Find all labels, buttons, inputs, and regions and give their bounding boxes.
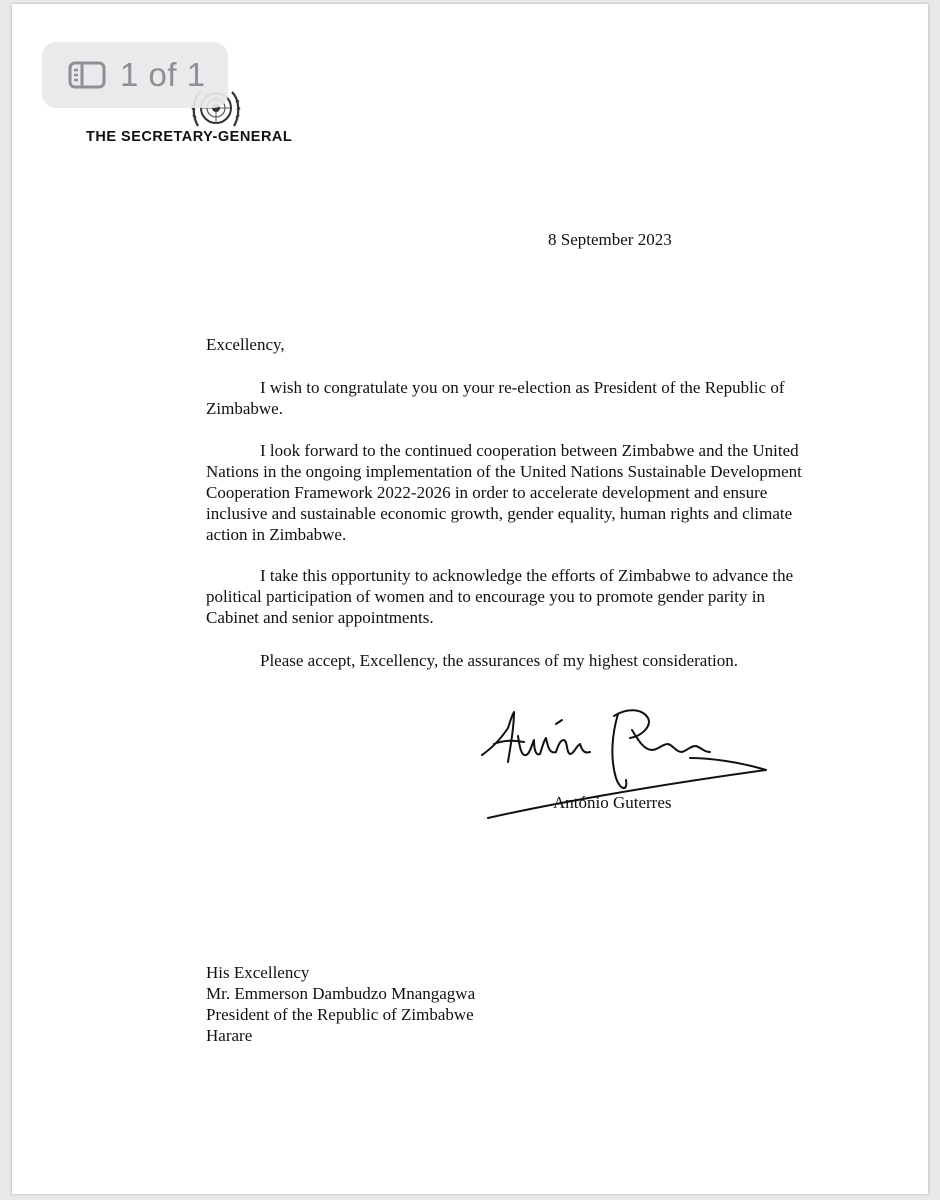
- page-indicator-button[interactable]: [42, 42, 228, 108]
- signer-name: António Guterres: [553, 793, 672, 812]
- sidebar-pages-icon: [68, 61, 106, 89]
- recipient-line: His Excellency: [206, 963, 310, 982]
- letterhead-title: THE SECRETARY-GENERAL: [86, 129, 293, 145]
- paragraph-congratulations: I wish to congratulate you on your re-election as President of the Republic of Zimbabwe.: [206, 378, 785, 418]
- paragraph-closing: Please accept, Excellency, the assurances of my highest consideration.: [260, 651, 739, 670]
- page-indicator-label: 1 of 1: [120, 56, 206, 93]
- recipient-name: Mr. Emmerson Dambudzo Mnangagwa: [206, 984, 476, 1003]
- salutation: Excellency,: [206, 335, 285, 354]
- recipient-city: Harare: [206, 1026, 253, 1045]
- letter-date: 8 September 2023: [548, 230, 672, 249]
- handwritten-signature: [470, 700, 780, 850]
- paragraph-cooperation: I look forward to the continued cooperation between Zimbabwe and the United Nations in the ongoing implementation of the United Nations Sustainable Development Cooperation Framework 2022-2026 in order to accelerate development and ensure inclusive and sustainable economic growth, gender equality, human rights and climate action in Zimbabwe.: [206, 441, 802, 544]
- paragraph-gender-parity: I take this opportunity to acknowledge the efforts of Zimbabwe to advance the political participation of women and to encourage you to promote gender parity in Cabinet and senior appointments.: [206, 566, 794, 627]
- recipient-title: President of the Republic of Zimbabwe: [206, 1005, 474, 1024]
